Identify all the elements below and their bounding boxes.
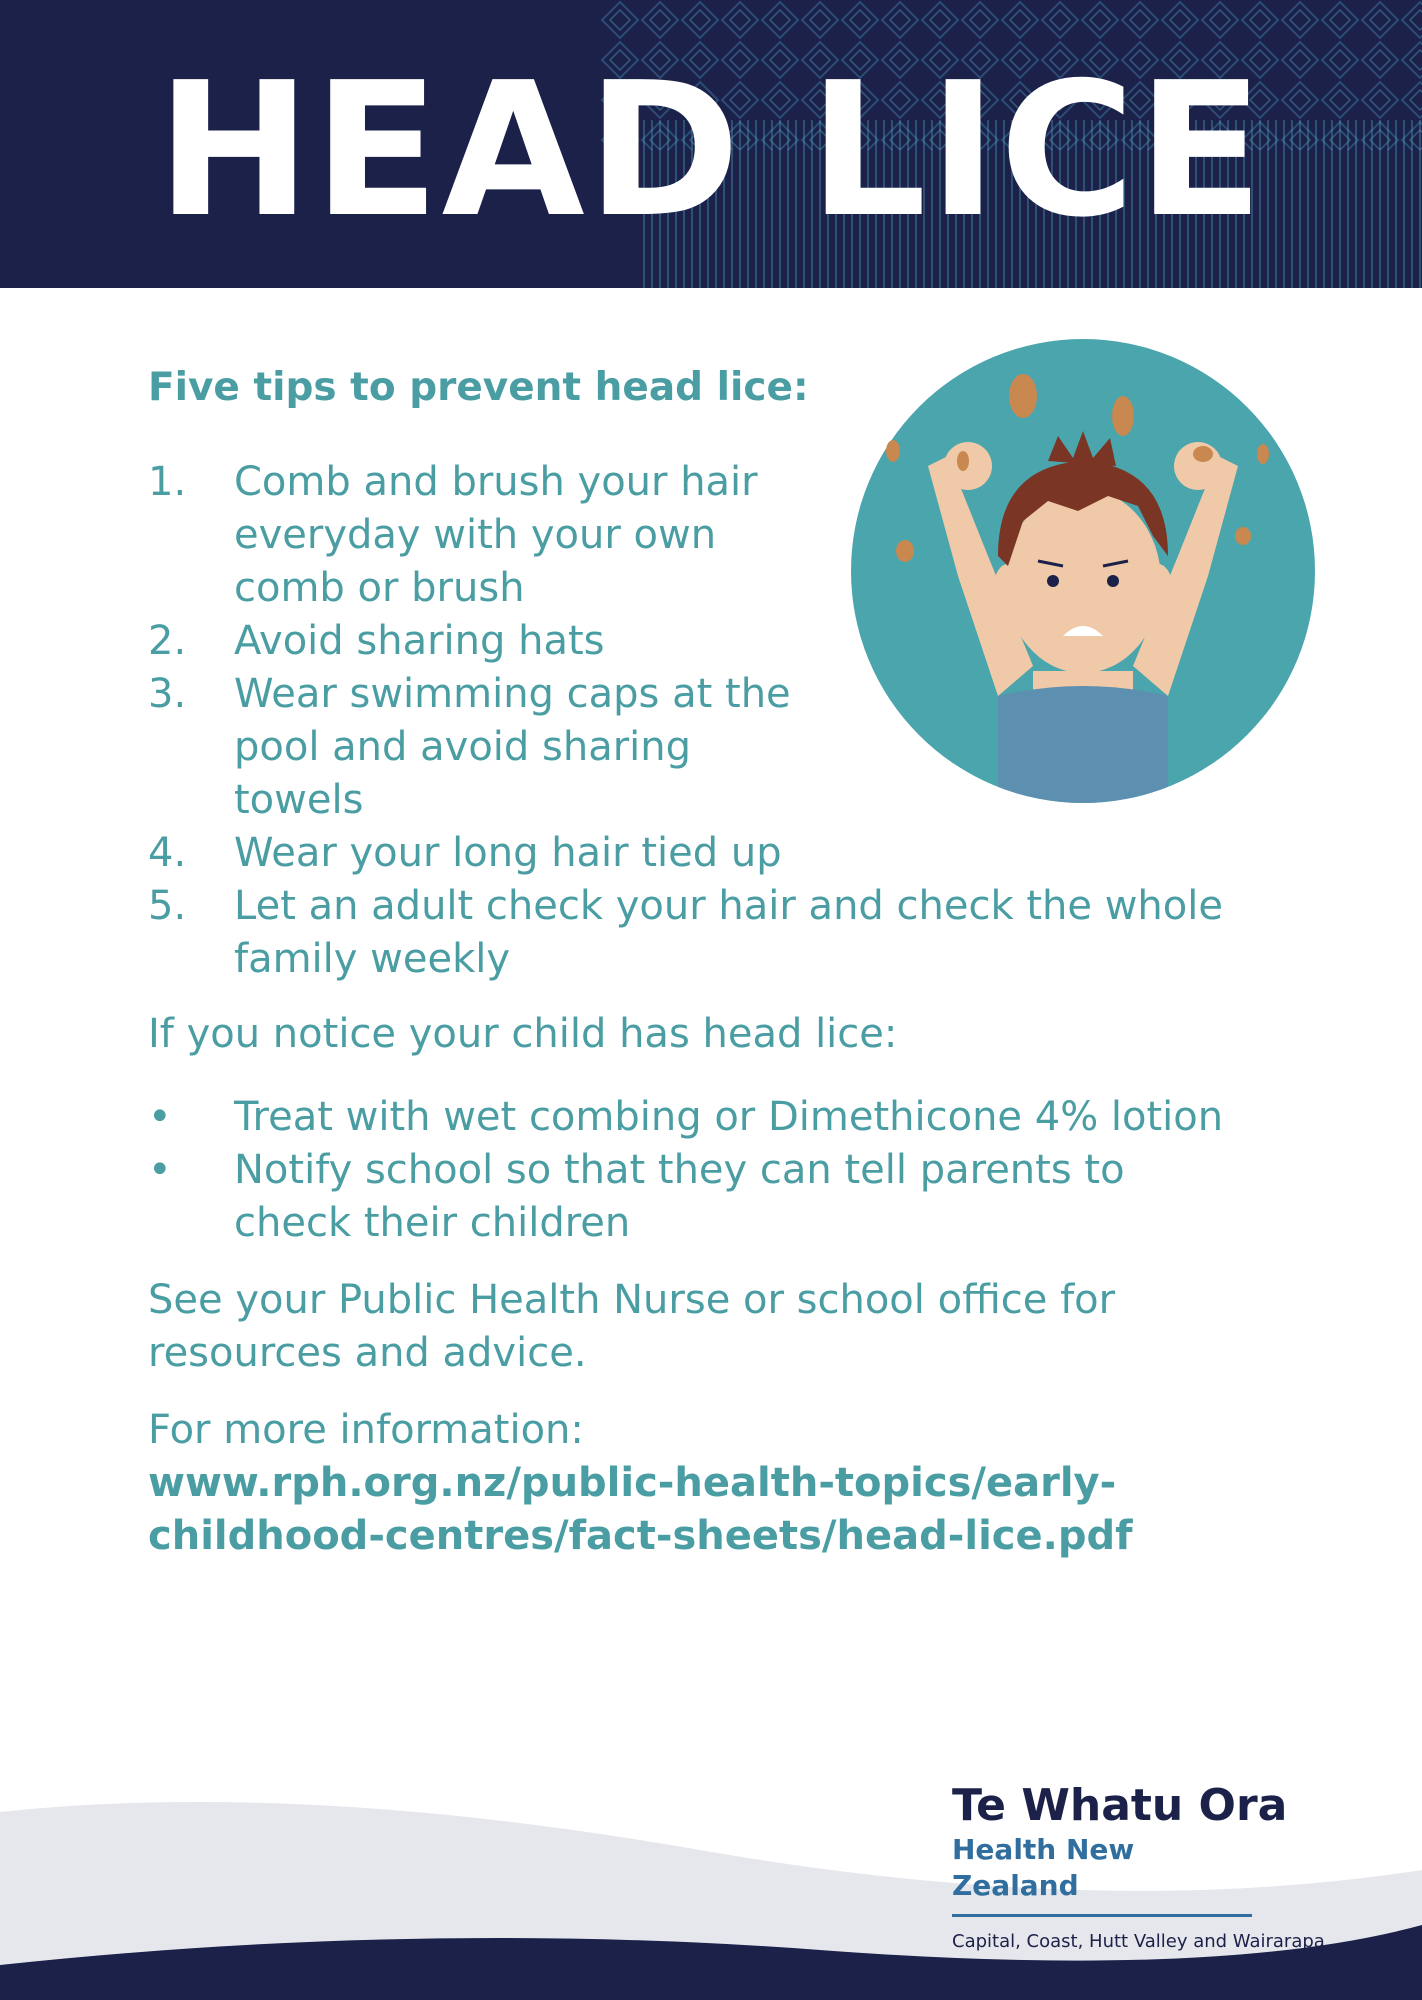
actions-list <box>148 1091 1288 1250</box>
header-banner <box>0 0 1422 288</box>
list-text: Wear your long hair tied up <box>234 830 782 876</box>
logo-region: Capital, Coast, Hutt Valley and Wairarapa <box>952 1931 1325 1952</box>
organization-logo <box>952 1780 1372 1955</box>
logo-name: Te Whatu Ora <box>952 1780 1288 1831</box>
list-number: 2. <box>148 618 187 664</box>
list-text: Let an adult check your hair and check the whole family weekly <box>234 883 1223 982</box>
list-number: 5. <box>148 883 187 929</box>
list-item <box>148 615 1288 668</box>
list-item <box>148 880 1288 986</box>
list-item <box>148 1091 1234 1144</box>
list-text: Treat with wet combing or Dimethicone 4% lotion <box>234 1094 1224 1140</box>
list-number: 1. <box>148 459 187 505</box>
list-number: 4. <box>148 830 187 876</box>
list-item <box>148 827 1288 880</box>
list-text: Avoid sharing hats <box>234 618 605 664</box>
list-item <box>148 668 824 827</box>
list-item <box>148 1144 1234 1250</box>
bullet-marker: • <box>148 1094 172 1140</box>
more-info-link[interactable]: www.rph.org.nz/public-health-topics/early-childhood-centres/fact-sheets/head-lice.pdf <box>148 1460 1133 1559</box>
tips-list <box>148 456 1288 986</box>
page-title: HEAD LICE <box>156 42 1266 258</box>
logo-subtitle: Health New Zealand <box>952 1832 1252 1917</box>
list-item <box>148 456 824 615</box>
list-number: 3. <box>148 671 187 717</box>
bullet-marker: • <box>148 1147 172 1193</box>
tips-heading: Five tips to prevent head lice: <box>148 365 809 410</box>
notice-text: If you notice your child has head lice: <box>148 1011 898 1057</box>
list-text: Wear swimming caps at the pool and avoid sharing towels <box>234 671 791 823</box>
content-area <box>148 360 1288 1563</box>
advice-text: See your Public Health Nurse or school office for resources and advice. <box>148 1277 1116 1376</box>
list-text: Notify school so that they can tell parents to check their children <box>234 1147 1125 1246</box>
list-text: Comb and brush your hair everyday with your own comb or brush <box>234 459 758 611</box>
more-info-label: For more information: <box>148 1407 584 1453</box>
